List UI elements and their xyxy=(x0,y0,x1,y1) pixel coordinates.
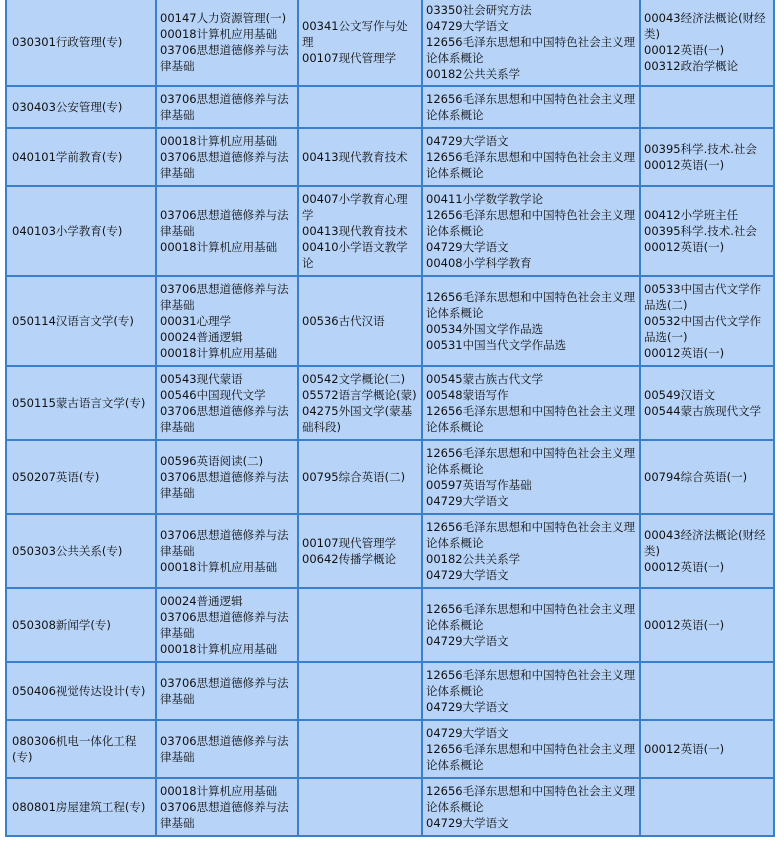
table-row xyxy=(6,514,774,588)
course-entry: 00642传播学概论 xyxy=(302,552,397,566)
table-row xyxy=(6,366,774,440)
course-entry: 12656毛泽东思想和中国特色社会主义理论体系概论 xyxy=(426,35,636,65)
course-cell-1 xyxy=(156,276,298,366)
course-cell-1 xyxy=(156,440,298,514)
course-entry: 00407小学教育心理学 xyxy=(302,192,408,222)
course-cell-2 xyxy=(298,128,422,186)
major-name: 050406视觉传达设计(专) xyxy=(12,684,146,698)
course-entry: 00147人力资源管理(一) xyxy=(160,11,287,25)
course-entry: 04729大学语文 xyxy=(426,240,509,254)
course-entry: 00549汉语文 xyxy=(644,388,716,402)
course-cell-2 xyxy=(298,366,422,440)
course-cell-1 xyxy=(156,128,298,186)
major-cell xyxy=(6,514,156,588)
table-row xyxy=(6,662,774,720)
major-cell xyxy=(6,0,156,86)
course-entry: 00012英语(一) xyxy=(644,346,725,360)
course-cell-4 xyxy=(640,720,774,778)
table-row xyxy=(6,276,774,366)
course-entry: 00012英语(一) xyxy=(644,43,725,57)
major-cell xyxy=(6,662,156,720)
course-entry: 00412小学班主任 xyxy=(644,208,739,222)
course-entry: 04729大学语文 xyxy=(426,568,509,582)
course-entry: 12656毛泽东思想和中国特色社会主义理论体系概论 xyxy=(426,404,636,434)
course-entry: 12656毛泽东思想和中国特色社会主义理论体系概论 xyxy=(426,290,636,320)
major-cell xyxy=(6,276,156,366)
course-entry: 03706思想道德修养与法律基础 xyxy=(160,734,289,764)
course-entry: 04729大学语文 xyxy=(426,700,509,714)
course-entry: 03706思想道德修养与法律基础 xyxy=(160,92,289,122)
course-cell-2 xyxy=(298,662,422,720)
course-entry: 00018计算机应用基础 xyxy=(160,784,278,798)
course-entry: 00533中国古代文学作品选(二) xyxy=(644,282,762,312)
exam-schedule-table xyxy=(5,0,775,837)
course-entry: 00018计算机应用基础 xyxy=(160,240,278,254)
table-row xyxy=(6,86,774,128)
course-entry: 03706思想道德修养与法律基础 xyxy=(160,404,289,434)
course-entry: 03706思想道德修养与法律基础 xyxy=(160,800,289,830)
major-name: 030403公安管理(专) xyxy=(12,100,123,114)
course-entry: 00531中国当代文学作品选 xyxy=(426,338,567,352)
course-cell-2 xyxy=(298,778,422,836)
course-entry: 00395科学.技术.社会 xyxy=(644,142,757,156)
course-entry: 00545蒙古族古代文学 xyxy=(426,372,544,386)
table-row xyxy=(6,588,774,662)
table-row xyxy=(6,186,774,276)
course-cell-1 xyxy=(156,0,298,86)
course-entry: 00596英语阅读(二) xyxy=(160,454,264,468)
course-entry: 00795综合英语(二) xyxy=(302,470,406,484)
course-entry: 00182公共关系学 xyxy=(426,552,521,566)
course-entry: 03706思想道德修养与法律基础 xyxy=(160,208,289,238)
major-name: 050115蒙古语言文学(专) xyxy=(12,396,146,410)
course-entry: 00413现代教育技术 xyxy=(302,150,408,164)
course-cell-2 xyxy=(298,440,422,514)
course-entry: 12656毛泽东思想和中国特色社会主义理论体系概论 xyxy=(426,784,636,814)
course-cell-1 xyxy=(156,778,298,836)
course-entry: 00012英语(一) xyxy=(644,742,725,756)
course-entry: 00018计算机应用基础 xyxy=(160,560,278,574)
course-entry: 00012英语(一) xyxy=(644,618,725,632)
course-entry: 12656毛泽东思想和中国特色社会主义理论体系概论 xyxy=(426,150,636,180)
course-cell-3 xyxy=(422,440,640,514)
course-cell-1 xyxy=(156,86,298,128)
course-entry: 03706思想道德修养与法律基础 xyxy=(160,470,289,500)
course-cell-2 xyxy=(298,0,422,86)
major-name: 050308新闻学(专) xyxy=(12,618,111,632)
course-entry: 00012英语(一) xyxy=(644,158,725,172)
course-entry: 00182公共关系学 xyxy=(426,67,521,81)
table-row xyxy=(6,440,774,514)
course-cell-4 xyxy=(640,276,774,366)
course-entry: 00341公文写作与处理 xyxy=(302,19,408,49)
course-cell-3 xyxy=(422,128,640,186)
course-cell-2 xyxy=(298,514,422,588)
course-entry: 00024普通逻辑 xyxy=(160,330,243,344)
course-cell-3 xyxy=(422,662,640,720)
major-cell xyxy=(6,440,156,514)
course-cell-2 xyxy=(298,276,422,366)
major-name: 080306机电一体化工程(专) xyxy=(12,734,137,764)
course-entry: 00542文学概论(二) xyxy=(302,372,406,386)
major-name: 050114汉语言文学(专) xyxy=(12,314,134,328)
table-row xyxy=(6,778,774,836)
course-cell-4 xyxy=(640,440,774,514)
course-entry: 00012英语(一) xyxy=(644,560,725,574)
course-entry: 00546中国现代文学 xyxy=(160,388,266,402)
course-cell-4 xyxy=(640,186,774,276)
course-entry: 00536古代汉语 xyxy=(302,314,385,328)
course-entry: 04729大学语文 xyxy=(426,494,509,508)
course-cell-4 xyxy=(640,366,774,440)
major-name: 030301行政管理(专) xyxy=(12,35,123,49)
course-entry: 04729大学语文 xyxy=(426,134,509,148)
course-entry: 12656毛泽东思想和中国特色社会主义理论体系概论 xyxy=(426,668,636,698)
course-cell-1 xyxy=(156,366,298,440)
course-cell-4 xyxy=(640,588,774,662)
course-entry: 00312政治学概论 xyxy=(644,59,739,73)
major-name: 050207英语(专) xyxy=(12,470,100,484)
course-entry: 05572语言学概论(蒙) xyxy=(302,388,417,402)
course-entry: 00534外国文学作品选 xyxy=(426,322,544,336)
course-cell-1 xyxy=(156,514,298,588)
course-entry: 03706思想道德修养与法律基础 xyxy=(160,676,289,706)
course-entry: 03706思想道德修养与法律基础 xyxy=(160,282,289,312)
course-entry: 00031心理学 xyxy=(160,314,232,328)
major-cell xyxy=(6,366,156,440)
major-cell xyxy=(6,588,156,662)
course-entry: 00395科学.技术.社会 xyxy=(644,224,757,238)
course-entry: 00794综合英语(一) xyxy=(644,470,748,484)
course-entry: 00018计算机应用基础 xyxy=(160,27,278,41)
exam-schedule-body xyxy=(6,0,774,836)
course-cell-4 xyxy=(640,0,774,86)
major-cell xyxy=(6,778,156,836)
table-row xyxy=(6,128,774,186)
course-entry: 12656毛泽东思想和中国特色社会主义理论体系概论 xyxy=(426,742,636,772)
course-entry: 00043经济法概论(财经类) xyxy=(644,11,766,41)
course-cell-3 xyxy=(422,86,640,128)
course-cell-2 xyxy=(298,86,422,128)
major-name: 050303公共关系(专) xyxy=(12,544,123,558)
course-entry: 00544蒙古族现代文学 xyxy=(644,404,762,418)
course-cell-3 xyxy=(422,778,640,836)
course-entry: 00410小学语文教学论 xyxy=(302,240,408,270)
course-entry: 00018计算机应用基础 xyxy=(160,642,278,656)
course-entry: 12656毛泽东思想和中国特色社会主义理论体系概论 xyxy=(426,208,636,238)
course-cell-1 xyxy=(156,662,298,720)
course-entry: 00411小学数学教学论 xyxy=(426,192,544,206)
major-cell xyxy=(6,86,156,128)
course-entry: 03706思想道德修养与法律基础 xyxy=(160,43,289,73)
course-entry: 12656毛泽东思想和中国特色社会主义理论体系概论 xyxy=(426,92,636,122)
major-cell xyxy=(6,186,156,276)
course-cell-3 xyxy=(422,366,640,440)
course-entry: 00597英语写作基础 xyxy=(426,478,532,492)
course-entry: 00413现代教育技术 xyxy=(302,224,408,238)
course-entry: 04275外国文学(蒙基础科段) xyxy=(302,404,413,434)
course-cell-2 xyxy=(298,720,422,778)
course-cell-3 xyxy=(422,276,640,366)
table-row xyxy=(6,0,774,86)
course-cell-1 xyxy=(156,186,298,276)
course-cell-1 xyxy=(156,720,298,778)
course-entry: 00043经济法概论(财经类) xyxy=(644,528,766,558)
course-cell-4 xyxy=(640,128,774,186)
course-entry: 00024普通逻辑 xyxy=(160,594,243,608)
course-entry: 04729大学语文 xyxy=(426,726,509,740)
course-entry: 12656毛泽东思想和中国特色社会主义理论体系概论 xyxy=(426,520,636,550)
table-row xyxy=(6,720,774,778)
course-entry: 03706思想道德修养与法律基础 xyxy=(160,150,289,180)
course-cell-2 xyxy=(298,588,422,662)
course-entry: 03706思想道德修养与法律基础 xyxy=(160,528,289,558)
course-cell-4 xyxy=(640,778,774,836)
course-entry: 00107现代管理学 xyxy=(302,536,397,550)
course-entry: 03706思想道德修养与法律基础 xyxy=(160,610,289,640)
course-entry: 04729大学语文 xyxy=(426,19,509,33)
course-entry: 04729大学语文 xyxy=(426,634,509,648)
course-entry: 12656毛泽东思想和中国特色社会主义理论体系概论 xyxy=(426,602,636,632)
major-name: 040103小学教育(专) xyxy=(12,224,123,238)
course-entry: 00532中国古代文学作品选(一) xyxy=(644,314,762,344)
course-cell-3 xyxy=(422,186,640,276)
course-cell-3 xyxy=(422,0,640,86)
course-entry: 00012英语(一) xyxy=(644,240,725,254)
major-cell xyxy=(6,720,156,778)
course-entry: 00408小学科学教育 xyxy=(426,256,532,270)
major-cell xyxy=(6,128,156,186)
course-cell-4 xyxy=(640,662,774,720)
course-entry: 00018计算机应用基础 xyxy=(160,134,278,148)
course-entry: 00543现代蒙语 xyxy=(160,372,243,386)
course-entry: 00548蒙语写作 xyxy=(426,388,509,402)
course-entry: 00107现代管理学 xyxy=(302,51,397,65)
course-cell-2 xyxy=(298,186,422,276)
course-cell-4 xyxy=(640,86,774,128)
course-cell-3 xyxy=(422,720,640,778)
major-name: 040101学前教育(专) xyxy=(12,150,123,164)
course-entry: 03350社会研究方法 xyxy=(426,3,532,17)
course-entry: 00018计算机应用基础 xyxy=(160,346,278,360)
course-entry: 12656毛泽东思想和中国特色社会主义理论体系概论 xyxy=(426,446,636,476)
course-entry: 04729大学语文 xyxy=(426,816,509,830)
course-cell-4 xyxy=(640,514,774,588)
course-cell-3 xyxy=(422,514,640,588)
course-cell-1 xyxy=(156,588,298,662)
course-cell-3 xyxy=(422,588,640,662)
major-name: 080801房屋建筑工程(专) xyxy=(12,800,146,814)
